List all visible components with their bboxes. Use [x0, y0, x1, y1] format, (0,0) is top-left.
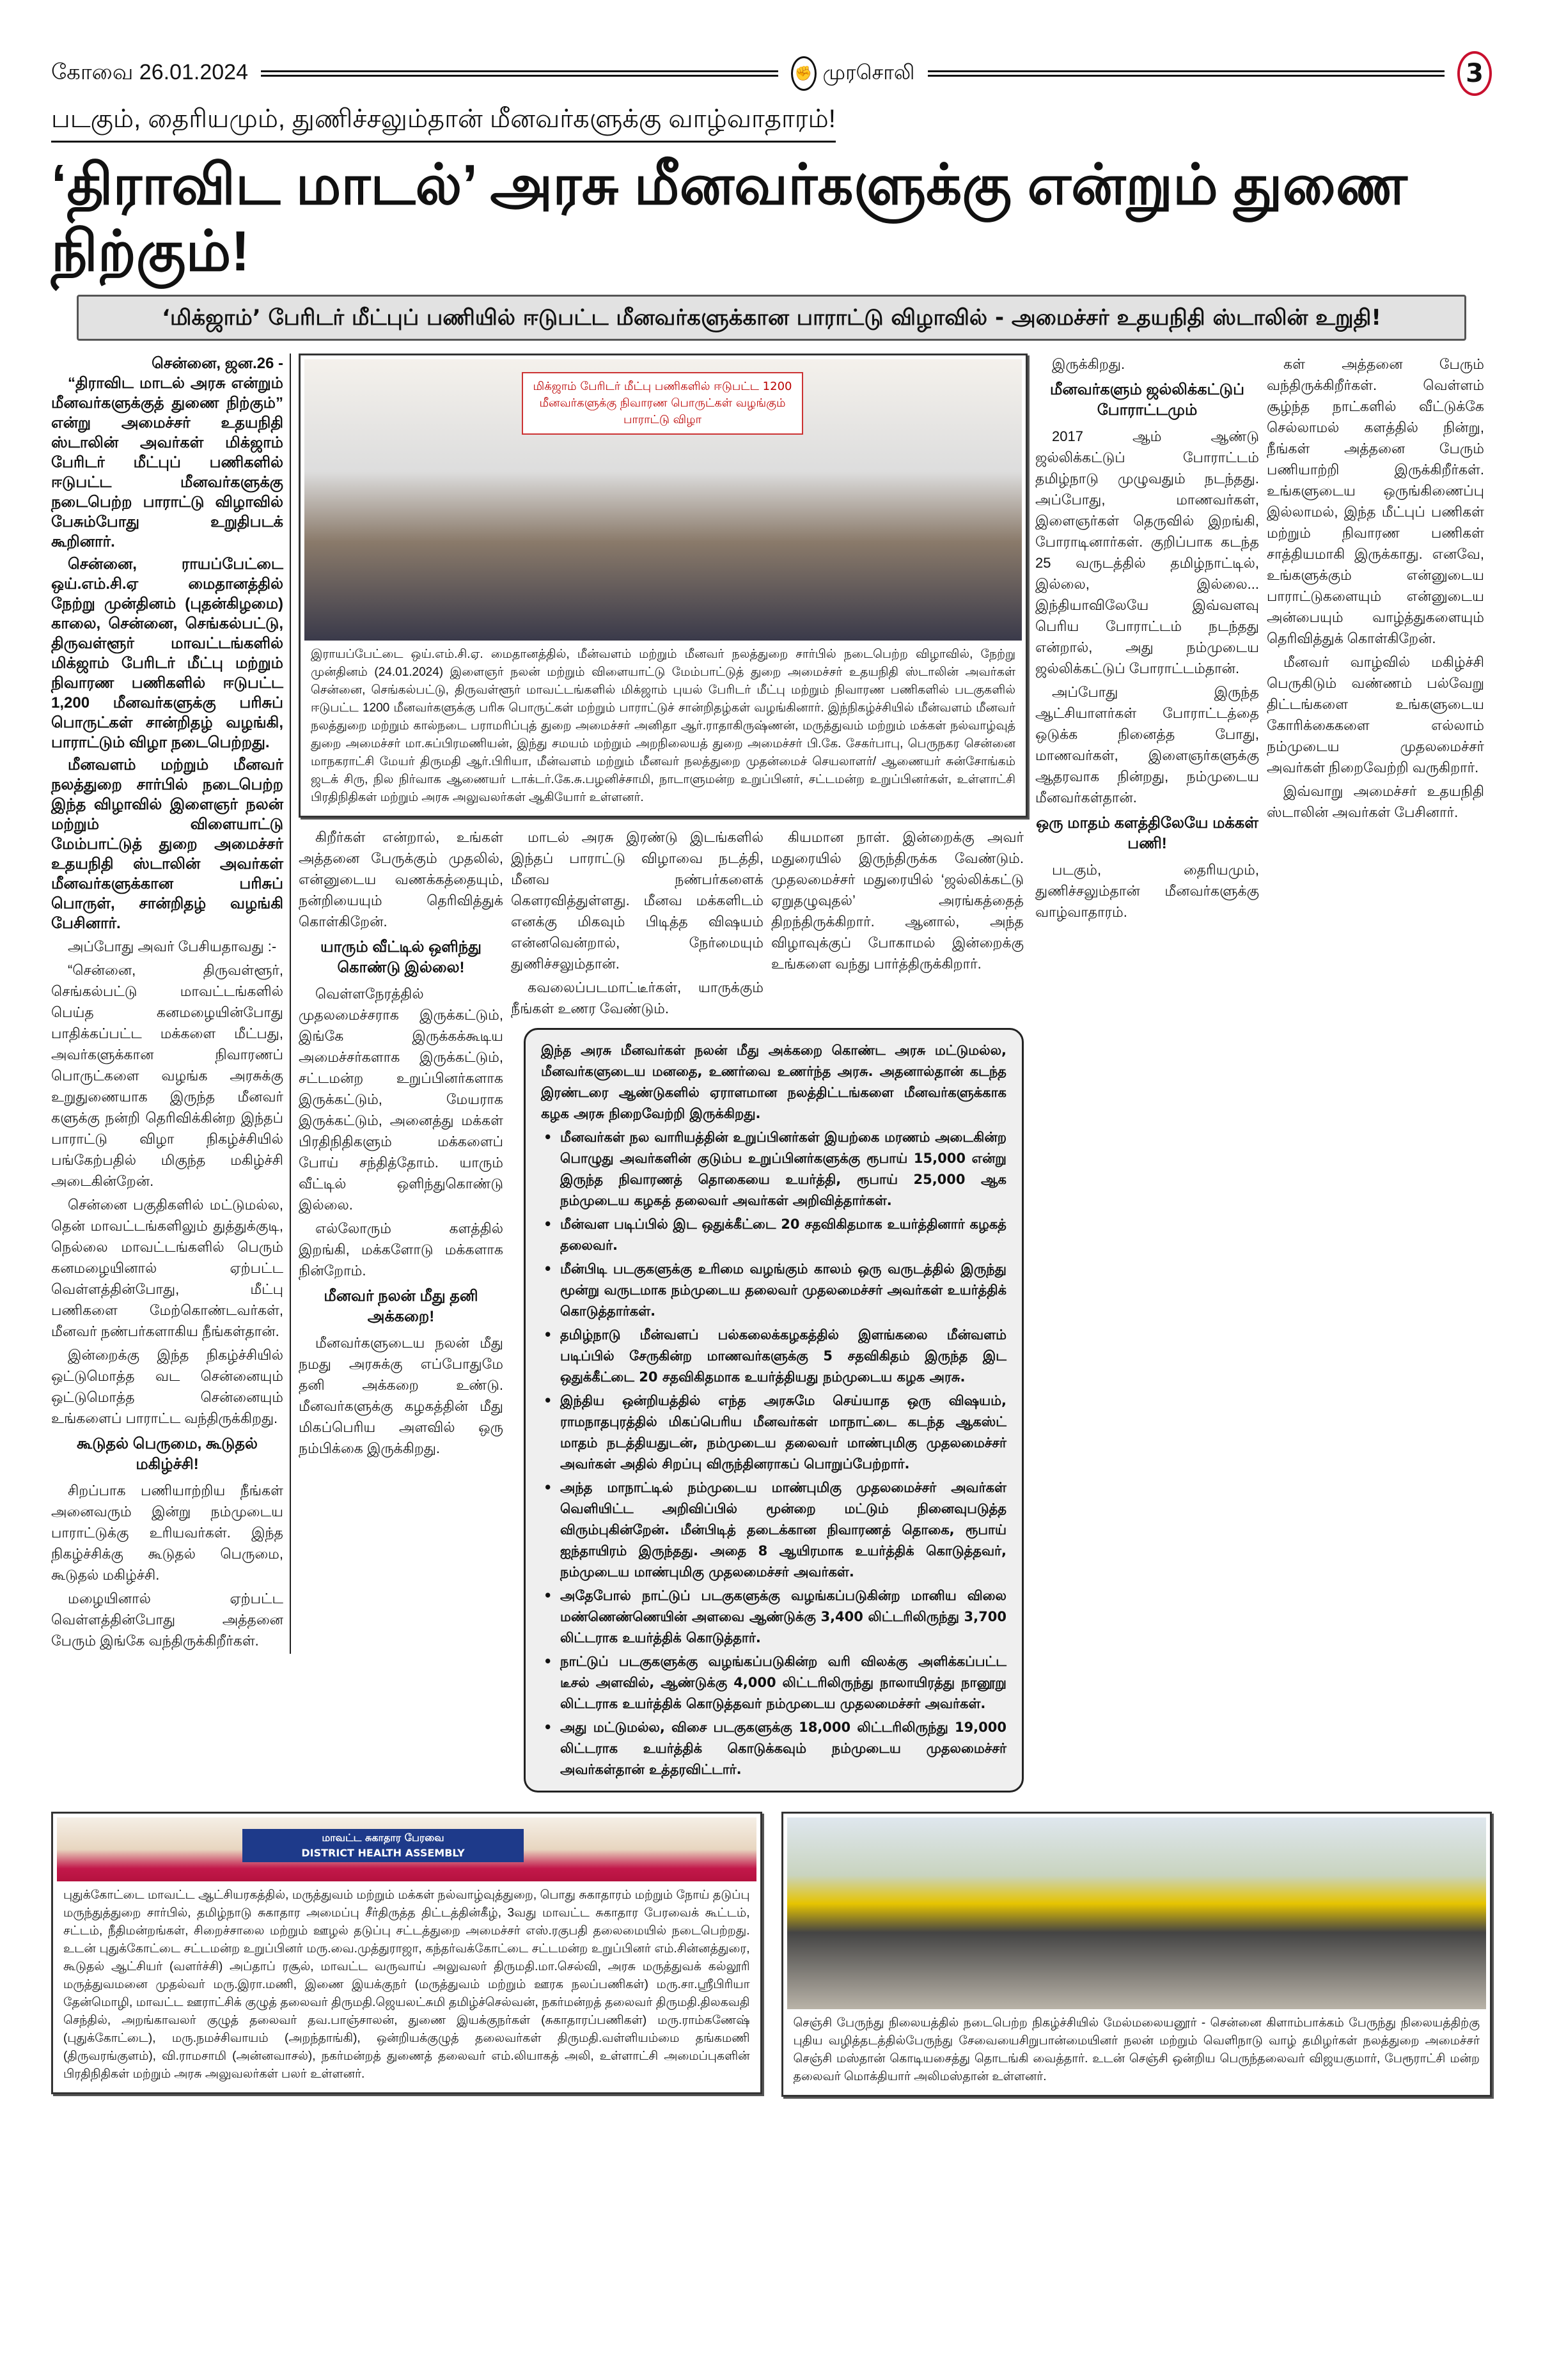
- list-item: • மீன்வள படிப்பில் இட ஒதுக்கீட்டை 20 சதவிகிதமாக உயர்த்தினார் கழகத் தலைவர்.: [541, 1214, 1006, 1256]
- fishermen-felicitation-photo: [304, 359, 1022, 641]
- top-photo-caption: இராயப்பேட்டை ஒய்.எம்.சி.ஏ. மைதானத்தில், மீன்வளம் மற்றும் மீனவர் நலத்துறை சார்பில் நடைபெற்ற விழாவில், நேற்று முன்தினம் (24.01.2024) இளைஞர் நலன் மற்றும் விளையாட்டு மேம்பாட்டுத் துறை அமைச்சர் உதயநிதி ஸ்டாலின் அவர்கள் சென்னை, செங்கல்பட்டு, திருவள்ளூர் மாவட்டங்களில் மிக்ஜாம் புயல் பேரிடர் மீட்பு மற்றும் நிவாரண பணிகளில் படகுகளில் ஈடுபட்ட 1200 மீனவர்களுக்கு பரிசு பொருட்கள் மற்றும் பாராட்டுச் சான்றிதழ்கள் வழங்கினார். இந்நிகழ்ச்சியில் மீன்வளம் மீனவர் நலத்துறை மற்றும் கால்நடை பராமரிப்புத் துறை அமைச்சர் அனிதா ஆர்.ராதாகிருஷ்ணன், மருத்துவம் மற்றும் மக்கள் நல்வாழ்வுத் துறை அமைச்சர் மா.சுப்பிரமணியன், இந்து சமயம் மற்றும் அறநிலையத் துறை அமைச்சர் பி.கே. சேகர்பாபு, பெருநகர சென்னை மாநகராட்சி மேயர் திருமதி ஆர்.பிரியா, மீன்வளம் மற்றும் மீனவர் நலத்துறை முதன்மைச் செயலாளர்/ ஆணையர் சுன்சோங்கம் ஜடக் சிரு, நில நிர்வாக ஆணையர் டாக்டர்.கே.சு.பழனிச்சாமி, நாடாளுமன்ற உறுப்பினர், சட்டமன்ற உறுப்பினர்கள், உள்ளாட்சி பிரதிநிதிகள் மற்றும் அரசு அலுவலர்கள் ஆகியோர் உள்ளனர்.: [311, 648, 1015, 804]
- lead-paragraph: மீனவளம் மற்றும் மீனவர் நலத்துறை சார்பில் நடைபெற்ற இந்த விழாவில் இளைஞர் நலன் மற்றும் விளையாட்டு மேம்பாட்டுத் துறை அமைச்சர் உதயநிதி ஸ்டாலின் அவர்கள் மீனவர்களுக்கான பரிசுப் பொருள், சான்றிதழ் வழங்கி பேசினார்.: [51, 756, 283, 932]
- paragraph: கள் அத்தனை பேரும் வந்திருக்கிறீர்கள். வெள்ளம் சூழ்ந்த நாட்களில் வீட்டுக்கே செல்லாமல் களத்தில் நின்று, நீங்கள் அத்தனை பேரும் பணியாற்றி இருக்கிறீர்கள். உங்களுடைய ஒருங்கிணைப்பு இல்லாமல், இந்த மீட்புப் பணிகள் மற்றும் நிவாரண பணிகள் சாத்தியமாகி இருக்காது. எனவே, உங்களுக்கும் என்னுடைய பாராட்டுகளையும் என்னுடைய அன்பையும் வாழ்த்துகளையும் தெரிவித்துக் கொள்கிறேன்.: [1267, 356, 1484, 646]
- masthead: [51, 51, 1492, 96]
- list-item: • நாட்டுப் படகுகளுக்கு வழங்கப்படுகின்ற வரி விலக்கு அளிக்கப்பட்ட டீசல் அளவில், ஆண்டுக்கு 4,000 லிட்டரிலிருந்து நாலாயிரத்து நானூறு லிட்டராக உயர்த்திக் கொடுத்தவர் நம்முடைய முதலமைச்சர் அவர்கள்.: [541, 1651, 1006, 1715]
- paragraph: சென்னை பகுதிகளில் மட்டுமல்ல, தென் மாவட்டங்களிலும் துத்துக்குடி, நெல்லை மாவட்டங்களில் பெரும் கனமழையினால் ஏற்பட்ட வெள்ளத்தின்போது, மீட்பு பணிகளை மேற்கொண்டவர்கள், மீனவர் நண்பர்களாகிய நீங்கள்தான்.: [51, 1197, 283, 1339]
- rising-sun-emblem-icon: ✊: [791, 56, 817, 91]
- bus-flag-off-photo: [787, 1817, 1487, 2009]
- article-column-3: [511, 827, 764, 1022]
- paragraph: கிறீர்கள் என்றால், உங்கள் அத்தனை பேருக்கும் முதலில், என்னுடைய வணக்கத்தையும், நன்றியையும் தெரிவித்துக் கொள்கிறேன்.: [299, 829, 503, 929]
- paragraph: எல்லோரும் களத்தில் இறங்கி, மக்களோடு மக்களாக நின்றோம்.: [299, 1220, 503, 1279]
- paragraph: கவலைப்படமாட்டீர்கள், யாருக்கும் நீங்கள் உணர வேண்டும்.: [511, 979, 764, 1016]
- bottom-photos: [51, 1812, 1492, 2097]
- paragraph: “சென்னை, திருவள்ளூர், செங்கல்பட்டு மாவட்டங்களில் பெய்த கனமழையின்போது பாதிக்கப்பட்ட மக்களை மீட்பது, அவர்களுக்கான நிவாரணப் பொருட்களை வழங்க அரசுக்கு உறுதுணையாக இருந்த மீனவர் களுக்கு நன்றி தெரிவிக்கின்ற இந்தப் பாராட்டு விழா நிகழ்ச்சியில் பங்கேற்பதில் மிகுந்த மகிழ்ச்சி அடைகின்றேன்.: [51, 962, 283, 1189]
- assembly-banner: [242, 1829, 524, 1862]
- health-assembly-photo: [57, 1817, 756, 1881]
- list-item: • மீன்பிடி படகுகளுக்கு உரிமை வழங்கும் காலம் ஒரு வருடத்தில் இருந்து மூன்று வருடமாக நம்முடைய தலைவர் முதலமைச்சர் அவர்கள் உயர்த்திக் கொடுத்தார்கள்.: [541, 1259, 1006, 1322]
- highlights-list: [541, 1127, 1006, 1780]
- article-column-6: [1267, 354, 1484, 825]
- event-banner: மிக்ஜாம் பேரிடர் மீட்பு பணிகளில் ஈடுபட்ட 1200 மீனவர்களுக்கு நிவாரண பொருட்கள் வழங்கும் பாராட்டு விழா: [522, 372, 803, 435]
- top-photo-frame: [299, 354, 1028, 818]
- article-column-4: [771, 827, 1024, 1022]
- masthead-logo: [791, 56, 915, 91]
- subheading: ஒரு மாதம் களத்திலேயே மக்கள் பணி!: [1036, 814, 1258, 852]
- subheading: மீனவர் நலன் மீது தனி அக்கறை!: [324, 1287, 478, 1325]
- paragraph: இன்றைக்கு இந்த நிகழ்ச்சியில் ஒட்டுமொத்த வட சென்னையும் ஒட்டுமொத்த சென்னையும் உங்களைப் பாராட்ட வந்திருக்கிறது.: [51, 1347, 283, 1426]
- article-body: [51, 354, 1492, 1799]
- health-assembly-caption: புதுக்கோட்டை மாவட்ட ஆட்சியரகத்தில், மருத்துவம் மற்றும் மக்கள் நல்வாழ்வுத்துறை, பொது சுகாதாரம் மற்றும் நோய் தடுப்பு மருந்துத்துறை சார்பில், தமிழ்நாடு சுகாதார அமைப்பு சீர்திருத்த திட்டத்தின்கீழ், 3வது மாவட்ட சுகாதார பேரவைக் கூட்டம், சட்டம், நீதிமன்றங்கள், சிறைச்சாலை மற்றும் ஊழல் தடுப்பு சட்டத்துறை அமைச்சர் எஸ்.ரகுபதி தலைமையில் நடைபெற்றது. உடன் புதுக்கோட்டை சட்டமன்ற உறுப்பினர் மரு.வை.முத்துராஜா, கந்தர்வக்கோட்டை சட்டமன்ற உறுப்பினர் எம்.சின்னத்துரை, கூடுதல் ஆட்சியர் (வளர்ச்சி) அப்தாப் ரசூல், மாவட்ட வருவாய் அலுவலர் திருமதி.மா.செல்வி, அரசு மருத்துவக் கல்லூரி மருத்துவமனை முதல்வர் மரு.இரா.மணி, இணை இயக்குநர் (மருத்துவம் மற்றும் ஊரக நலப்பணிகள்) மரு.சா.ஸ்ரீபிரியா தேன்மொழி, மாவட்ட ஊராட்சிக் குழுத் தலைவர் திருமதி.ஜெயலட்சுமி தமிழ்ச்செல்வன், நகர்மன்றத் தலைவர் திருமதி.திலகவதி செந்தில், அறங்காவலர் குழுத் தலைவர் தவ.பாஞ்சாலன், துணை இயக்குநர்கள் (சுகாதாரப்பணிகள்) மரு.ராம்கணேஷ் (புதுக்கோட்டை), மரு.நமச்சிவாயம் (அறந்தாங்கி), ஒன்றியக்குழுத் தலைவர்கள் திருமதி.வள்ளியம்மை தங்கமணி (திருவரங்குளம்), வி.ராமசாமி (அன்னவாசல்), நகர்மன்றத் துணைத் தலைவர் எம்.லியாகத் அலி, உள்ளாட்சி அமைப்புகளின் பிரதிநிதிகள் மற்றும் அரசு அலுவலர்கள் பலர் உள்ளனர்.: [63, 1888, 750, 2081]
- article-column-1: [51, 354, 291, 1654]
- paragraph: 2017 ஆம் ஆண்டு ஜல்லிக்கட்டுப் போராட்டம் தமிழ்நாடு முழுவதும் நடந்தது. அப்போது, மாணவர்கள், இளைஞர்கள் தெருவில் இறங்கி, போராடினார்கள். குறிப்பாக கடந்த 25 வருடத்தில் தமிழ்நாட்டில், இல்லை, இல்லை... இந்தியாவிலேயே இவ்வளவு பெரிய போராட்டம் நடந்தது என்றால், அது நம்முடைய ஜல்லிக்கட்டுப் போராட்டம்தான்.: [1035, 428, 1259, 676]
- paragraph: மீனவர்களுடைய நலன் மீது நமது அரசுக்கு எப்போதுமே தனி அக்கறை உண்டு. மீனவர்களுக்கு கழகத்தின் மீது மிகப்பெரிய அளவில் ஒரு நம்பிக்கை இருக்கிறது.: [299, 1335, 503, 1456]
- middle-region: [299, 354, 1028, 1799]
- kicker-headline: படகும், தைரியமும், துணிச்சலும்தான் மீனவர்களுக்கு வாழ்வாதாரம்!: [51, 102, 836, 143]
- paragraph: இருக்கிறது.: [1052, 356, 1125, 372]
- box-intro: இந்த அரசு மீனவர்கள் நலன் மீது அக்கறை கொண்ட அரசு மட்டுமல்ல, மீனவர்களுடைய மனதை, உணர்வை உணர்ந்த அரசு. அதனால்தான் கடந்த இரண்டரை ஆண்டுகளில் ஏராளமான நலத்திட்டங்களை மீனவர்களுக்காக கழக அரசு நிறைவேற்றி இருக்கிறது.: [541, 1043, 1006, 1121]
- paragraph: அப்போது அவர் பேசியதாவது :-: [68, 938, 277, 954]
- health-assembly-photo-frame: [51, 1812, 762, 2094]
- paragraph: வெள்ளநேரத்தில் முதலமைச்சராக இருக்கட்டும், இங்கே இருக்கக்கூடிய அமைச்சர்களாக இருக்கட்டும், சட்டமன்ற உறுப்பினர்களாக இருக்கட்டும், மேயராக இருக்கட்டும், அனைத்து மக்கள் பிரதிநிதிகளும் மக்களைப் போய் சந்தித்தோம். யாரும் வீட்டில் ஒளிந்துகொண்டு இல்லை.: [299, 986, 503, 1213]
- paper-name: முரசொலி: [822, 60, 915, 84]
- subheadline: ‘மிக்ஜாம்’ பேரிடர் மீட்புப் பணியில் ஈடுபட்ட மீனவர்களுக்கான பாராட்டு விழாவில் - அமைச்சர் உதயநிதி ஸ்டாலின் உறுதி!: [162, 305, 1381, 331]
- masthead-rule: [261, 70, 778, 77]
- subheading: மீனவர்களும் ஜல்லிக்கட்டுப் போராட்டமும்: [1050, 381, 1244, 419]
- list-item: • அதேபோல் நாட்டுப் படகுகளுக்கு வழங்கப்படுகின்ற மானிய விலை மண்ணெண்ணெயின் அளவை ஆண்டுக்கு 3,400 லிட்டரிலிருந்து 3,700 லிட்டராக உயர்த்திக் கொடுத்தார்.: [541, 1585, 1006, 1649]
- banner-text-en: DISTRICT HEALTH ASSEMBLY: [301, 1847, 465, 1859]
- main-headline: ‘திராவிட மாடல்’ அரசு மீனவர்களுக்கு என்றும் துணை நிற்கும்!: [51, 153, 1407, 283]
- banner-text: மாவட்ட சுகாதார பேரவை: [322, 1832, 444, 1844]
- list-item: • அது மட்டுமல்ல, விசை படகுகளுக்கு 18,000 லிட்டரிலிருந்து 19,000 லிட்டராக உயர்த்திக் கொடுக்கவும் நம்முடைய முதலமைச்சர் அவர்கள்தான் உத்தரவிட்டார்.: [541, 1717, 1006, 1780]
- middle-columns: [299, 827, 1028, 1799]
- paragraph: சிறப்பாக பணியாற்றிய நீங்கள் அனைவரும் இன்று நம்முடைய பாராட்டுக்கு உரியவர்கள். இந்த நிகழ்ச்சிக்கு கூடுதல் பெருமை, கூடுதல் மகிழ்ச்சி.: [51, 1482, 283, 1583]
- list-item: • இந்திய ஒன்றியத்தில் எந்த அரசுமே செய்யாத ஒரு விஷயம், ராமநாதபுரத்தில் மிகப்பெரிய மீனவர்கள் மாநாட்டை கடந்த ஆகஸ்ட் மாதம் நடத்தியதுடன், நம்முடைய தலைவர் மாண்புமிகு முதலமைச்சர் அவர்கள் அதில் சிறப்பு விருந்தினராகப் பொறுப்பேற்றார்.: [541, 1390, 1006, 1475]
- lead-paragraph: சென்னை, ராயப்பேட்டை ஒய்.எம்.சி.ஏ மைதானத்தில் நேற்று முன்தினம் (புதன்கிழமை) காலை, சென்னை, செங்கல்பட்டு, திருவள்ளூர் மாவட்டங்களில் மிக்ஜாம் பேரிடர் மீட்பு மற்றும் நிவாரண பணிகளில் ஈடுபட்ட 1,200 மீனவர்களுக்கு பரிசுப் பொருட்கள் சான்றிதழ் வழங்கி, பாராட்டும் விழா நடைபெற்றது.: [51, 556, 283, 751]
- subheadline-box: [77, 295, 1466, 341]
- article-column-2: [299, 827, 503, 1799]
- article-column-5: [1035, 354, 1259, 925]
- highlights-box: [524, 1028, 1024, 1793]
- list-item: • தமிழ்நாடு மீன்வளப் பல்கலைக்கழகத்தில் இளங்கலை மீன்வளம் படிப்பில் சேருகின்ற மாணவர்களுக்கு 5 சதவிகிதம் இருந்த இட ஒதுக்கீட்டை 20 சதவிகிதமாக உயர்த்தியது நம்முடைய கழக அரசு.: [541, 1325, 1006, 1388]
- paragraph: மழையினால் ஏற்பட்ட வெள்ளத்தின்போது அத்தனை பேரும் இங்கே வந்திருக்கிறீர்கள்.: [51, 1591, 283, 1649]
- subheading: கூடுதல் பெருமை, கூடுதல் மகிழ்ச்சி!: [77, 1435, 258, 1473]
- dateline: சென்னை, ஜன.26 -: [152, 355, 283, 372]
- bus-service-photo-frame: [781, 1812, 1492, 2097]
- paragraph: இவ்வாறு அமைச்சர் உதயநிதி ஸ்டாலின் அவர்கள் பேசினார்.: [1267, 783, 1484, 820]
- paragraph: மீனவர் வாழ்வில் மகிழ்ச்சி பெருகிடும் வண்ணம் பல்வேறு திட்டங்களை உங்களுடைய கோரிக்கைகளை எல்லாம் நம்முடைய முதலமைச்சர் அவர்கள் நிறைவேற்றி வருகிறார்.: [1267, 654, 1484, 775]
- page-number-badge: 3: [1457, 51, 1492, 96]
- paragraph: படகும், தைரியமும், துணிச்சலும்தான் மீனவர்களுக்கு வாழ்வாதாரம்.: [1035, 862, 1259, 920]
- bus-service-caption: செஞ்சி பேருந்து நிலையத்தில் நடைபெற்ற நிகழ்ச்சியில் மேல்மலையனூர் - சென்னை கிளாம்பாக்கம் பேருந்து நிலையத்திற்கு புதிய வழித்தடத்தில்பேருந்து சேவையைசிறுபான்மையினர் நலன் மற்றும் வெளிநாடு வாழ் தமிழர்கள் நலத்துறை அமைச்சர் செஞ்சி மஸ்தான் கொடியசைத்து தொடங்கி வைத்தார். உடன் செஞ்சி ஒன்றிய பெருந்தலைவர் விஜயகுமார், பேரூராட்சி மன்ற தலைவர் மொக்தியார் அலிமஸ்தான் உள்ளனர்.: [793, 2016, 1480, 2083]
- list-item: • மீனவர்கள் நல வாரியத்தின் உறுப்பினர்கள் இயற்கை மரணம் அடைகின்ற பொழுது அவர்களின் குடும்ப உறுப்பினர்களுக்கு ரூபாய் 15,000 என்று இருந்த நிவாரணத் தொகையை உயர்த்தி, ரூபாய் 25,000 ஆக நம்முடைய கழகத் தலைவர் அவர்கள் அறிவித்தார்கள்.: [541, 1127, 1006, 1211]
- paragraph: கியமான நாள். இன்றைக்கு அவர் மதுரையில் இருந்திருக்க வேண்டும். முதலமைச்சர் மதுரையில் ‘ஜல்லிக்கட்டு ஏறுதழுவுதல்’ அரங்கத்தைத் திறந்திருக்கிறார். ஆனால், அந்த விழாவுக்குப் போகாமல் இன்றைக்கு உங்களை வந்து பார்த்திருக்கிறார்.: [771, 829, 1024, 972]
- subheading: யாரும் வீட்டில் ஒளிந்து கொண்டு இல்லை!: [320, 938, 482, 976]
- edition-date: கோவை 26.01.2024: [51, 59, 248, 84]
- lead-paragraph: “திராவிட மாடல் அரசு என்றும் மீனவர்களுக்குத் துணை நிற்கும்” என்று அமைச்சர் உதயநிதி ஸ்டாலின் அவர்கள் மிக்ஜாம் பேரிடர் மீட்புப் பணிகளில் ஈடுபட்ட மீனவர்களுக்கு நடைபெற்ற பாராட்டு விழாவில் பேசும்போது உறுதிபடக் கூறினார்.: [51, 375, 283, 550]
- paragraph: அப்போது இருந்த ஆட்சியாளர்கள் போராட்டத்தை ஒடுக்க நினைத்த போது, மாணவர்கள், இளைஞர்களுக்கு ஆதரவாக நின்றது, நம்முடைய மீனவர்கள்தான்.: [1035, 684, 1259, 805]
- paragraph: மாடல் அரசு இரண்டு இடங்களில் இந்தப் பாராட்டு விழாவை நடத்தி, மீனவ நண்பர்களைக் கௌரவித்துள்ளது. மீனவ மக்களிடம் எனக்கு மிகவும் பிடித்த விஷயம் என்னவென்றால், நேர்மையும் துணிச்சலும்தான்.: [511, 829, 764, 972]
- list-item: • அந்த மாநாட்டில் நம்முடைய மாண்புமிகு முதலமைச்சர் அவர்கள் வெளியிட்ட அறிவிப்பில் மூன்றை மட்டும் நினைவுபடுத்த விரும்புகின்றேன். மீன்பிடித் தடைக்கான நிவாரணத் தொகை, ரூபாய் ஐந்தாயிரம் இருந்தது. அதை 8 ஆயிரமாக உயர்த்திக் கொடுத்தவர், நம்முடைய மாண்புமிகு முதலமைச்சர் அவர்கள்.: [541, 1477, 1006, 1583]
- masthead-rule: [928, 70, 1445, 77]
